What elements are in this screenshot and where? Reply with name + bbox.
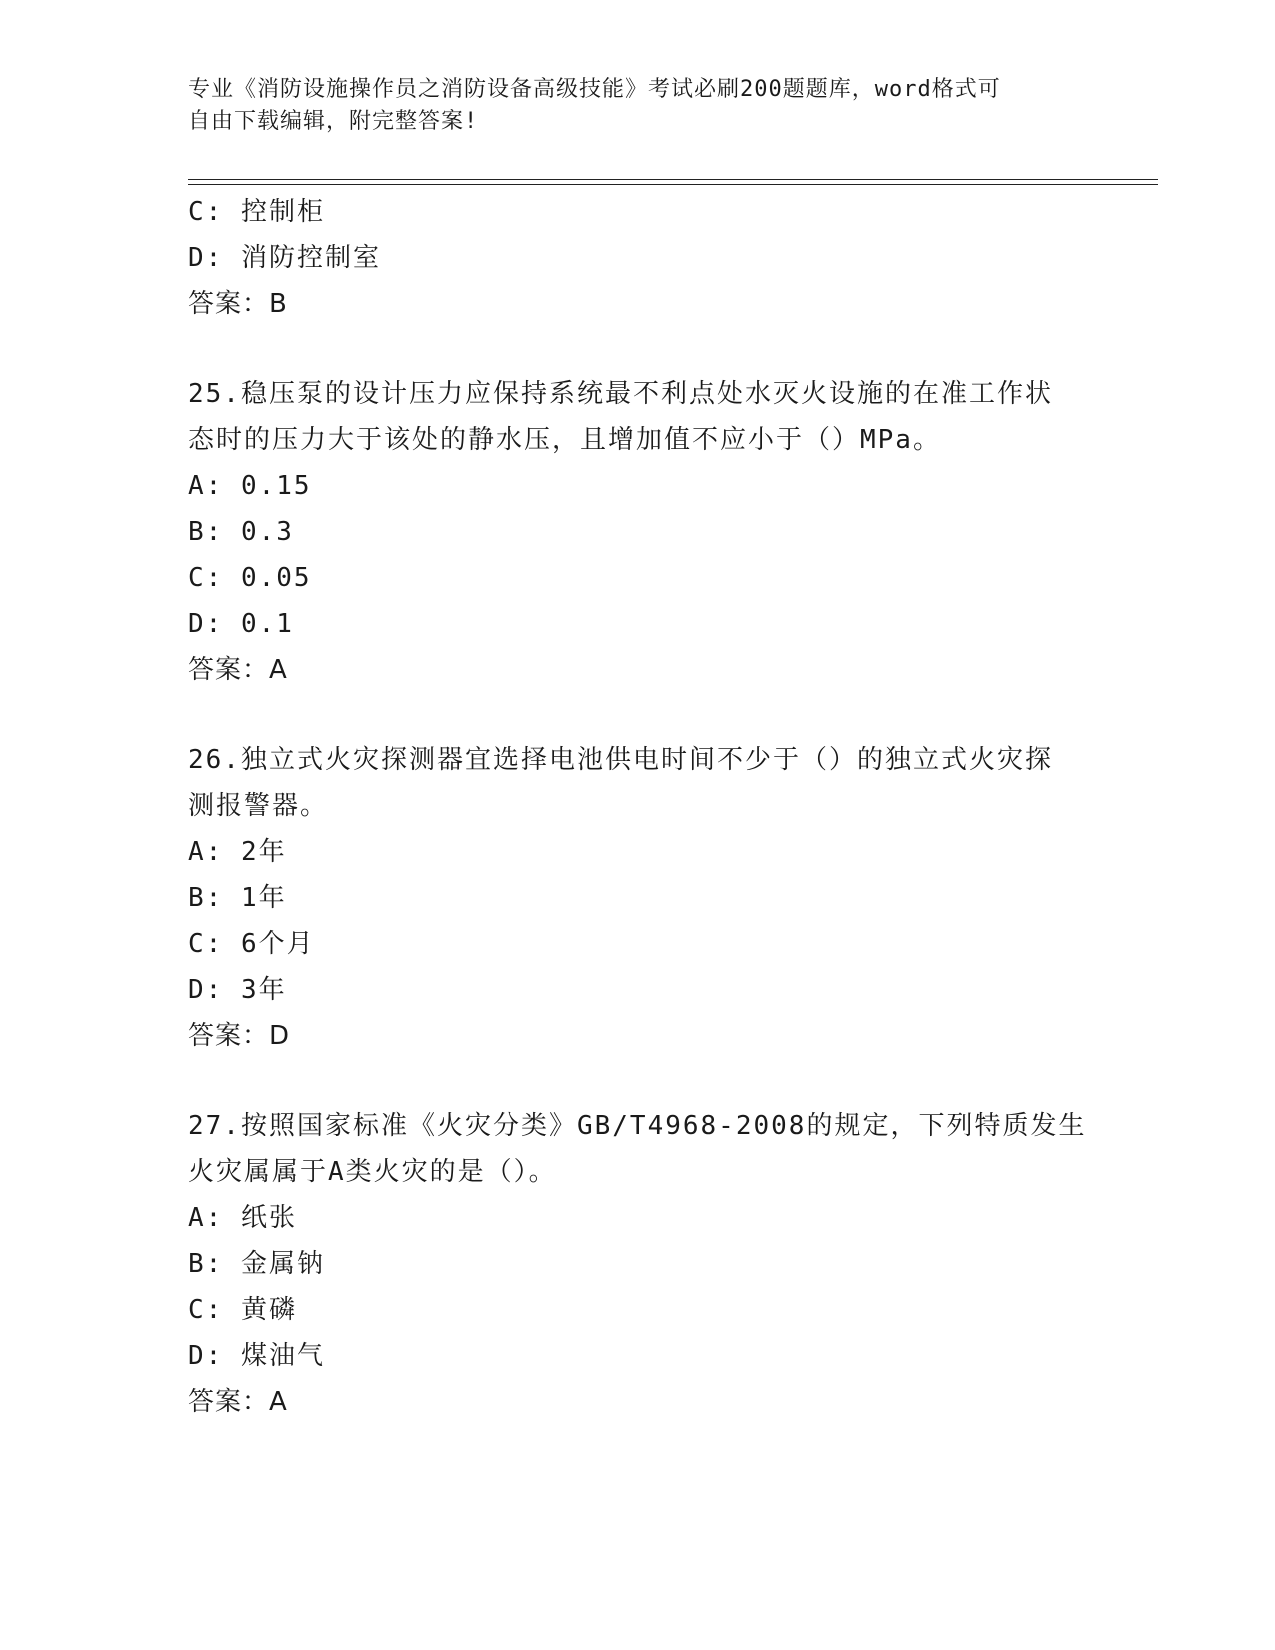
question-text-line-2: 态时的压力大于该处的静水压，且增加值不应小于（）MPa。 bbox=[188, 425, 941, 455]
option-a: A: 0.15 bbox=[188, 471, 312, 501]
option-a: A: 纸张 bbox=[188, 1203, 297, 1233]
option-c: C: 黄磷 bbox=[188, 1295, 297, 1325]
option-d: D: 0.1 bbox=[188, 609, 294, 639]
option-c: C: 6个月 bbox=[188, 929, 315, 959]
question-text-line-2: 测报警器。 bbox=[188, 791, 329, 821]
document-header bbox=[188, 74, 1088, 138]
option-c: C: 0.05 bbox=[188, 563, 312, 593]
previous-question-tail bbox=[188, 189, 1088, 327]
answer-line: 答案：A bbox=[188, 655, 288, 685]
question-text-line-1: 26.独立式火灾探测器宜选择电池供电时间不少于（）的独立式火灾探 bbox=[188, 745, 1053, 775]
option-b: B: 金属钠 bbox=[188, 1249, 325, 1279]
question-text-line-1: 27.按照国家标准《火灾分类》GB/T4968-2008的规定，下列特质发生 bbox=[188, 1111, 1087, 1141]
option-b: B: 0.3 bbox=[188, 517, 294, 547]
option-b: B: 1年 bbox=[188, 883, 287, 913]
question-26 bbox=[188, 737, 1088, 1059]
option-d: D: 3年 bbox=[188, 975, 287, 1005]
header-divider-bottom bbox=[188, 184, 1158, 185]
question-27 bbox=[188, 1103, 1088, 1425]
header-line-1: 专业《消防设施操作员之消防设备高级技能》考试必刷200题题库，word格式可 bbox=[188, 77, 1001, 102]
header-divider-top bbox=[188, 179, 1158, 180]
option-a: A: 2年 bbox=[188, 837, 287, 867]
question-list bbox=[188, 189, 1088, 1425]
answer-line: 答案：B bbox=[188, 289, 288, 319]
option-d: D: 煤油气 bbox=[188, 1341, 325, 1371]
header-line-2: 自由下载编辑，附完整答案! bbox=[188, 109, 479, 134]
question-text-line-2: 火灾属属于A类火灾的是（）。 bbox=[188, 1157, 557, 1187]
answer-line: 答案：D bbox=[188, 1021, 291, 1051]
answer-line: 答案：A bbox=[188, 1387, 288, 1417]
option-d: D: 消防控制室 bbox=[188, 243, 381, 273]
question-text-line-1: 25.稳压泵的设计压力应保持系统最不利点处水灭火设施的在准工作状 bbox=[188, 379, 1053, 409]
option-c: C: 控制柜 bbox=[188, 197, 325, 227]
question-25 bbox=[188, 371, 1088, 693]
